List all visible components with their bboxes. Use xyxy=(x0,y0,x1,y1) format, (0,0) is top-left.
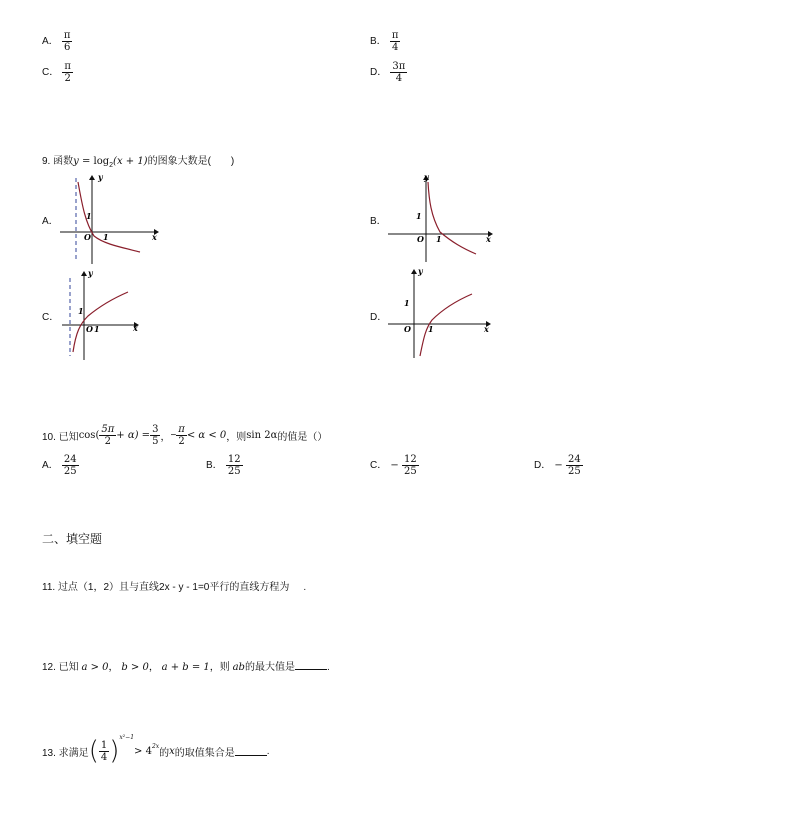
option-label: B． xyxy=(370,36,387,47)
tick-label: 1 xyxy=(404,298,410,308)
q13-stem: 13. 求满足 ( $\frac{1}{4}$ ) $^{x^2-1}$ > 4 $^{2x}$ 的 x 的取值集合是 . xyxy=(42,733,270,766)
option-label: D． xyxy=(370,67,388,78)
q12-stem: 12. 已知 a > 0， b > 0， a + b = 1，则 ab的最大值是 . xyxy=(42,662,330,673)
q8-option-a xyxy=(42,30,72,53)
fraction: $\frac{12}{25}$ xyxy=(404,454,417,477)
option-label: A． xyxy=(42,36,59,47)
fraction: $\frac{12}{25}$ xyxy=(227,454,241,477)
section-heading: 二、填空题 xyxy=(42,532,103,546)
option-label: C． xyxy=(42,67,60,78)
q10-option-b xyxy=(206,454,243,477)
q9-graph-b xyxy=(386,172,498,264)
axis-x-label: x xyxy=(133,323,138,333)
origin-label: O xyxy=(404,324,411,334)
tick-label: 1 xyxy=(428,324,434,334)
fraction: $\frac{\pi}{2}$ xyxy=(178,424,185,447)
option-label: D． xyxy=(534,460,552,471)
q9-option-d-label: D． xyxy=(370,312,388,323)
origin-label: O xyxy=(417,234,424,244)
option-label: C． xyxy=(370,460,388,471)
q10-option-c: C． − $\frac{12}{25}$ xyxy=(370,454,417,477)
fraction: $\frac{1}{4}$ xyxy=(100,739,108,763)
fraction: $\frac{\pi}{4}$ xyxy=(391,30,399,53)
fraction: $\frac{3}{5}$ xyxy=(152,424,159,447)
q9-option-c-label: C． xyxy=(42,312,60,323)
axis-y-label: y xyxy=(98,174,103,182)
answer-blank[interactable] xyxy=(235,746,267,756)
option-label: A． xyxy=(42,460,59,471)
axis-y-label: y xyxy=(88,268,93,278)
axis-x-label: x xyxy=(484,324,489,334)
fraction: $\frac{24}{25}$ xyxy=(63,454,77,477)
q9-option-b-label: B． xyxy=(370,216,387,227)
axis-x-label: x xyxy=(152,232,157,242)
q8-option-d xyxy=(370,61,407,84)
axis-x-label: x xyxy=(486,234,491,244)
fraction: $\frac{\pi}{2}$ xyxy=(64,61,71,84)
q9-stem: 9. 函数$y = \log_2(x + 1)$的图象大数是( ) xyxy=(42,156,235,169)
tick-label: 1 xyxy=(103,232,109,242)
q9-graph-d xyxy=(386,264,498,362)
tick-label: 1 xyxy=(436,234,442,244)
q9-option-a-label: A． xyxy=(42,216,59,227)
tick-label: 1 xyxy=(94,324,100,334)
axis-y-label: y xyxy=(418,266,423,276)
q10-option-a xyxy=(42,454,79,477)
tick-label: 1 xyxy=(78,306,84,316)
q8-option-c xyxy=(42,61,73,84)
fraction: $\frac{5\pi}{2}$ xyxy=(101,424,115,447)
q11-stem: 11. 过点（1，2）且与直线2x - y - 1=0平行的直线方程为 . xyxy=(42,582,307,593)
fraction: $\frac{3\pi}{4}$ xyxy=(392,61,406,84)
q10-option-d: D． − $\frac{24}{25}$ xyxy=(534,454,581,477)
q10-stem: 10. 已知 cos( $\frac{5\pi}{2}$ + α) = $\frac{3}{5}$ ， − $\frac{\pi}{2}$ < α < 0 ，则 sin 2α 的值是（） xyxy=(42,424,328,447)
axis-y-label: y xyxy=(424,172,429,182)
answer-blank[interactable] xyxy=(295,660,327,670)
q9-graph-a xyxy=(58,174,162,266)
tick-label: 1 xyxy=(416,211,422,221)
option-label: B． xyxy=(206,460,223,471)
tick-label: 1 xyxy=(86,211,92,221)
q9-graph-c xyxy=(58,268,148,362)
fraction: $\frac{24}{25}$ xyxy=(568,454,581,477)
fraction: $\frac{\pi}{6}$ xyxy=(63,30,71,53)
origin-label: O xyxy=(84,232,91,242)
q8-option-b xyxy=(370,30,400,53)
origin-label: O xyxy=(86,324,93,334)
